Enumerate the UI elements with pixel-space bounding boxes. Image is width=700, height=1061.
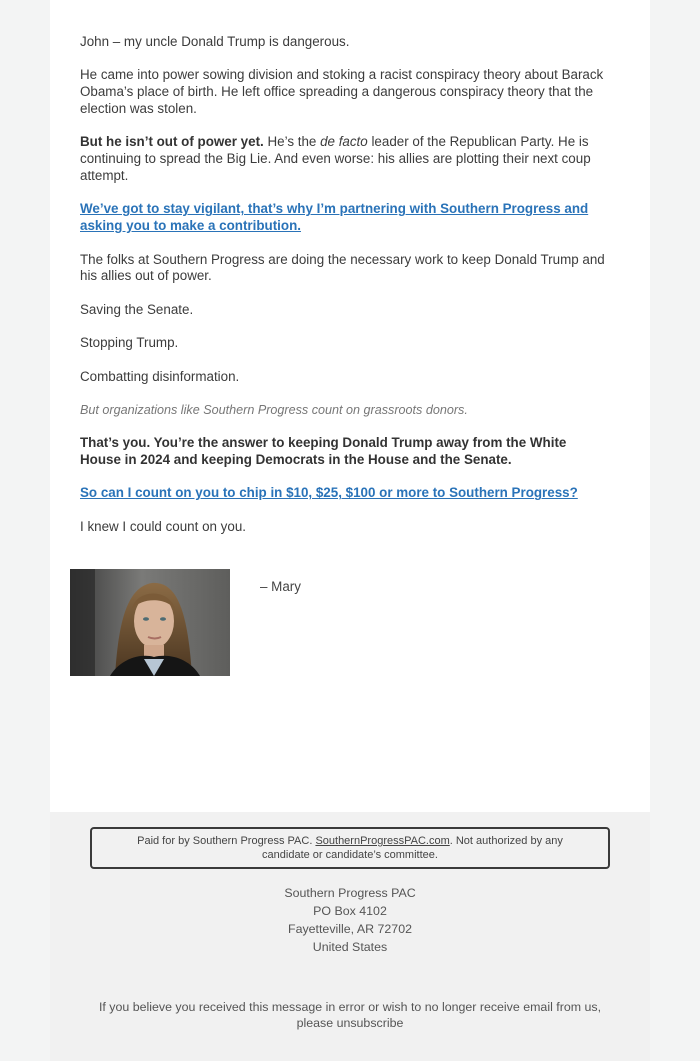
paragraph-count-on-you: I knew I could count on you. [80,518,246,534]
signature-row [70,569,630,676]
paragraph-out-of-power [80,134,610,184]
portrait-photo [70,569,230,676]
paragraph-grassroots: But organizations like Southern Progress count on grassroots donors. [80,402,468,417]
contribution-link[interactable]: We’ve got to stay vigilant, that’s why I’m partnering with Southern Progress and asking you to make a contribution. [80,201,589,234]
email-body-card [50,0,650,812]
mailing-address [50,884,650,956]
unsubscribe-text: If you believe you received this message in error or wish to no longer receive email from us, [98,1000,602,1014]
paragraph-out-of-power-lead: But he isn’t out of power yet. [80,134,264,150]
paragraph-folks: The folks at Southern Progress are doing the necessary work to keep Donald Trump and his allies out of power. [80,251,605,284]
greeting-paragraph: John – my uncle Donald Trump is dangerous. [80,34,350,49]
paragraph-thats-you: That’s you. You’re the answer to keeping Donald Trump away from the White House in 2024 and keeping Democrats in the House and the Senate. [80,435,567,468]
paragraph-out-of-power-text-b: leader of the Republican Party. He is continuing to spread the Big Lie. And even worse: his allies are plotting their next coup attempt. [80,134,591,183]
paragraph-out-of-power-italic: de facto [320,134,368,150]
contribution-link-paragraph [80,201,610,235]
chip-in-link-paragraph [80,485,610,502]
paragraph-out-of-power-text-a: He’s the [263,134,321,150]
email-content [80,34,610,552]
email-footer [50,812,650,1061]
pac-website-link[interactable]: SouthernProgressPAC.com [315,835,450,847]
address-line-country: United States [312,940,388,954]
disclaimer-text-b: . Not authorized by any candidate or candidate’s committee. [262,835,563,861]
address-line-city: Fayetteville, AR 72702 [288,922,412,936]
paragraph-stopping: Stopping Trump. [80,335,179,351]
address-line-org: Southern Progress PAC [284,886,416,900]
paid-for-disclaimer-box [90,827,610,869]
disclaimer-text-a: Paid for by Southern Progress PAC. [137,835,316,847]
paragraph-senate: Saving the Senate. [80,301,194,317]
signoff-text: – Mary [260,579,301,594]
unsubscribe-link[interactable]: please unsubscribe [296,1016,404,1030]
address-line-pobox: PO Box 4102 [313,904,387,918]
chip-in-link[interactable]: So can I count on you to chip in $10, $25, $100 or more to Southern Progress? [80,485,578,501]
paragraph-disinformation: Combatting disinformation. [80,368,240,384]
disclaimer-text [92,834,608,862]
unsubscribe-notice [80,999,620,1031]
paragraph-power: He came into power sowing division and stoking a racist conspiracy theory about Barack Obama’s place of birth. He left office spreading a dangerous conspiracy theory that the election was stolen. [80,67,604,116]
